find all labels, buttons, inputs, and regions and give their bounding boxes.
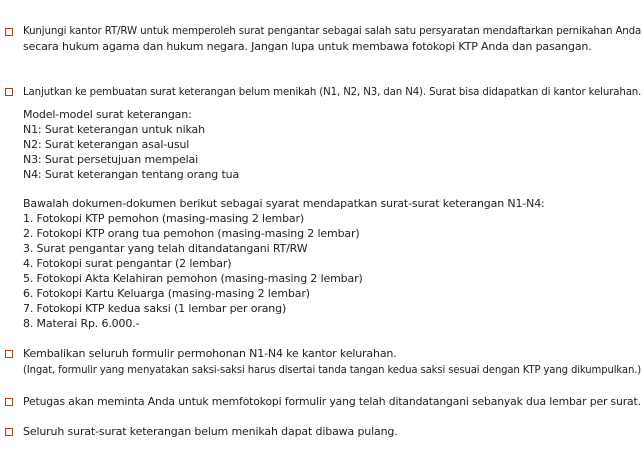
model-item: N1: Surat keterangan untuk nikah — [23, 123, 205, 136]
document-item: 1. Fotokopi KTP pemohon (masing-masing 2 lembar) — [23, 212, 305, 225]
square-outline-icon — [5, 398, 13, 406]
document-item: 6. Fotokopi Kartu Keluarga (masing-masing 2 lembar) — [23, 287, 310, 300]
model-item: N3: Surat persetujuan mempelai — [23, 153, 199, 166]
document-item: 8. Materai Rp. 6.000.- — [23, 317, 140, 330]
documents-title: Bawalah dokumen-dokumen berikut sebagai syarat mendapatkan surat-surat keterangan N1-N4: — [23, 197, 545, 210]
models-title: Model-model surat keterangan: — [23, 108, 192, 121]
document-item: 7. Fotokopi KTP kedua saksi (1 lembar per orang) — [23, 302, 287, 315]
step-4-line-1: Petugas akan meminta Anda untuk memfotokopi formulir yang telah ditandatangani sebanyak dua lembar per surat. — [23, 395, 641, 408]
step-3-line-2: (Ingat, formulir yang menyatakan saksi-saksi harus disertai tanda tangan kedua saksi sesuai dengan KTP yang dikumpulkan.) — [23, 363, 642, 376]
square-outline-icon — [5, 28, 13, 36]
square-outline-icon — [5, 428, 13, 436]
document-item: 2. Fotokopi KTP orang tua pemohon (masing-masing 2 lembar) — [23, 227, 360, 240]
document-item: 5. Fotokopi Akta Kelahiran pemohon (masing-masing 2 lembar) — [23, 272, 363, 285]
step-3-line-1: Kembalikan seluruh formulir permohonan N1-N4 ke kantor kelurahan. — [23, 347, 397, 360]
step-5-line-1: Seluruh surat-surat keterangan belum menikah dapat dibawa pulang. — [23, 425, 398, 438]
step-1-line-2: secara hukum agama dan hukum negara. Jangan lupa untuk membawa fotokopi KTP Anda dan pasangan. — [23, 40, 592, 53]
square-outline-icon — [5, 88, 13, 96]
model-item: N4: Surat keterangan tentang orang tua — [23, 168, 240, 181]
step-1-line-1: Kunjungi kantor RT/RW untuk memperoleh surat pengantar sebagai salah satu persyaratan mendaftarkan pernikahan Anda — [23, 24, 642, 37]
document-item: 4. Fotokopi surat pengantar (2 lembar) — [23, 257, 232, 270]
square-outline-icon — [5, 350, 13, 358]
model-item: N2: Surat keterangan asal-usul — [23, 138, 190, 151]
document-item: 3. Surat pengantar yang telah ditandatangani RT/RW — [23, 242, 308, 255]
step-2-line-1: Lanjutkan ke pembuatan surat keterangan belum menikah (N1, N2, N3, dan N4). Surat bisa didapatkan di kantor kelurahan. — [23, 85, 642, 98]
